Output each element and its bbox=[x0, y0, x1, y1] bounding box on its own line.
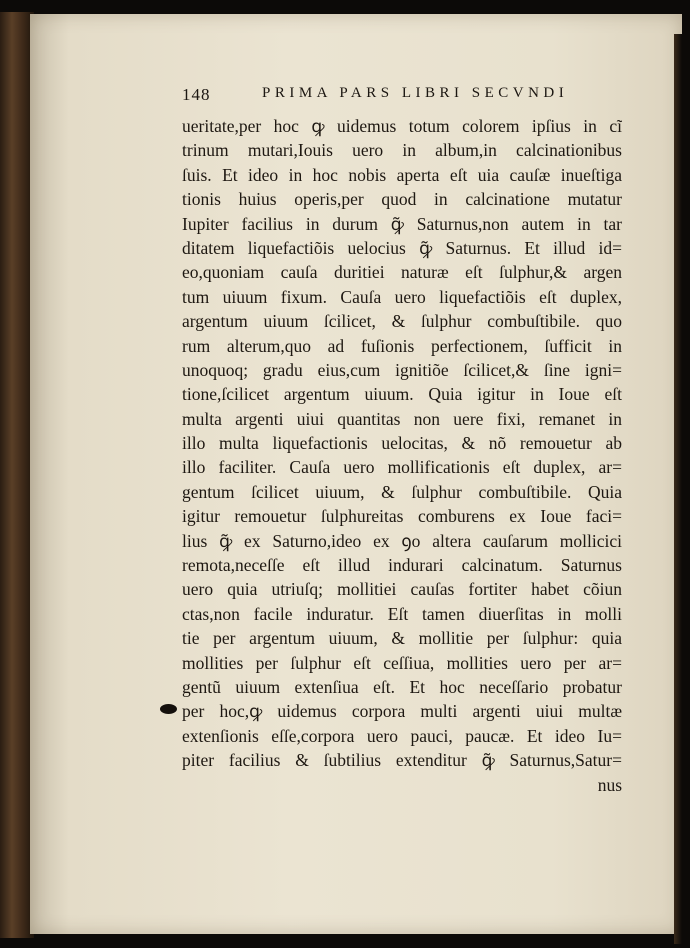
catchword: nus bbox=[597, 774, 622, 795]
text-line: uero quia utriuſq; mollitiei cauſas fortiter habet cõiun bbox=[182, 579, 622, 600]
text-line: gentum ſcilicet uiuum, & ſulphur combuſtibile. Quia bbox=[182, 481, 622, 502]
text-line: eo,quoniam cauſa duritiei naturæ eſt ſulphur,& argen bbox=[182, 262, 622, 283]
text-line: tie per argentum uiuum, & mollitie per ſulphur: quia bbox=[182, 628, 622, 649]
book-binding bbox=[0, 12, 34, 938]
text-line: argentum uiuum ſcilicet, & ſulphur combuſtibile. quo bbox=[182, 311, 622, 332]
running-title: PRIMA PARS LIBRI SECVNDI bbox=[262, 85, 569, 101]
ink-dot-manicule-icon bbox=[160, 704, 177, 714]
text-line: piter facilius & ſubtilius extenditur ꝙ̃ Saturnus,Satur= bbox=[182, 750, 622, 771]
text-line: illo multa liquefactionis uelocitas, & nõ remouetur ab bbox=[182, 433, 622, 454]
text-line: remota,neceſſe eſt illud indurari calcinatum. Saturnus bbox=[182, 555, 622, 576]
text-line: multa argenti uiui quantitas non uere fixi, remanet in bbox=[182, 408, 622, 429]
text-line: rum alterum,quo ad fuſionis perfectionem, ſufficit in bbox=[182, 335, 622, 356]
text-block bbox=[182, 114, 622, 797]
text-line: extenſionis eſſe,corpora uero pauci, paucæ. Et ideo Iu= bbox=[182, 725, 622, 746]
text-line: ſuis. Et ideo in hoc nobis aperta eſt uia cauſæ inueſtiga bbox=[182, 164, 622, 185]
text-line: unoquoq; gradu eius,cum ignitiõe ſcilicet,& ſine igni= bbox=[182, 359, 622, 380]
text-line: tione,ſcilicet argentum uiuum. Quia igitur in Ioue eſt bbox=[182, 384, 622, 405]
text-line: mollities per ſulphur eſt ceſſiua, mollities uero per ar= bbox=[182, 652, 622, 673]
text-line: tionis huius operis,per quod in calcinatione mutatur bbox=[182, 189, 622, 210]
text-line: Iupiter facilius in durum ꝙ̃ Saturnus,non autem in tar bbox=[182, 213, 622, 234]
text-line: ueritate,per hoc ꝙ uidemus totum colorem ipſius in cĩ bbox=[182, 116, 622, 136]
page-edge-shadow bbox=[674, 34, 682, 944]
page-number: 148 bbox=[182, 85, 211, 104]
text-line: lius ꝙ̃ ex Saturno,ideo ex ꝯo altera cauſarum mollicici bbox=[182, 530, 622, 551]
page-header bbox=[182, 85, 612, 111]
text-line: igitur remouetur ſulphureitas comburens ex Ioue faci= bbox=[182, 506, 622, 527]
text-line: per hoc,ꝙ uidemus corpora multi argenti uiui multæ bbox=[182, 701, 622, 722]
text-line: trinum mutari,Iouis uero in album,in calcinationibus bbox=[182, 140, 622, 161]
text-line: ctas,non facile induratur. Eſt tamen diuerſitas in molli bbox=[182, 603, 622, 624]
text-line: illo faciliter. Cauſa uero mollificationis eſt duplex, ar= bbox=[182, 457, 622, 478]
text-line: gentũ uiuum extenſiua eſt. Et hoc neceſſario probatur bbox=[182, 676, 622, 697]
text-line: tum uiuum fixum. Cauſa uero liquefactiõis eſt duplex, bbox=[182, 286, 622, 307]
text-line: ditatem liquefactiõis uelocius ꝙ̃ Saturnus. Et illud id= bbox=[182, 237, 622, 258]
